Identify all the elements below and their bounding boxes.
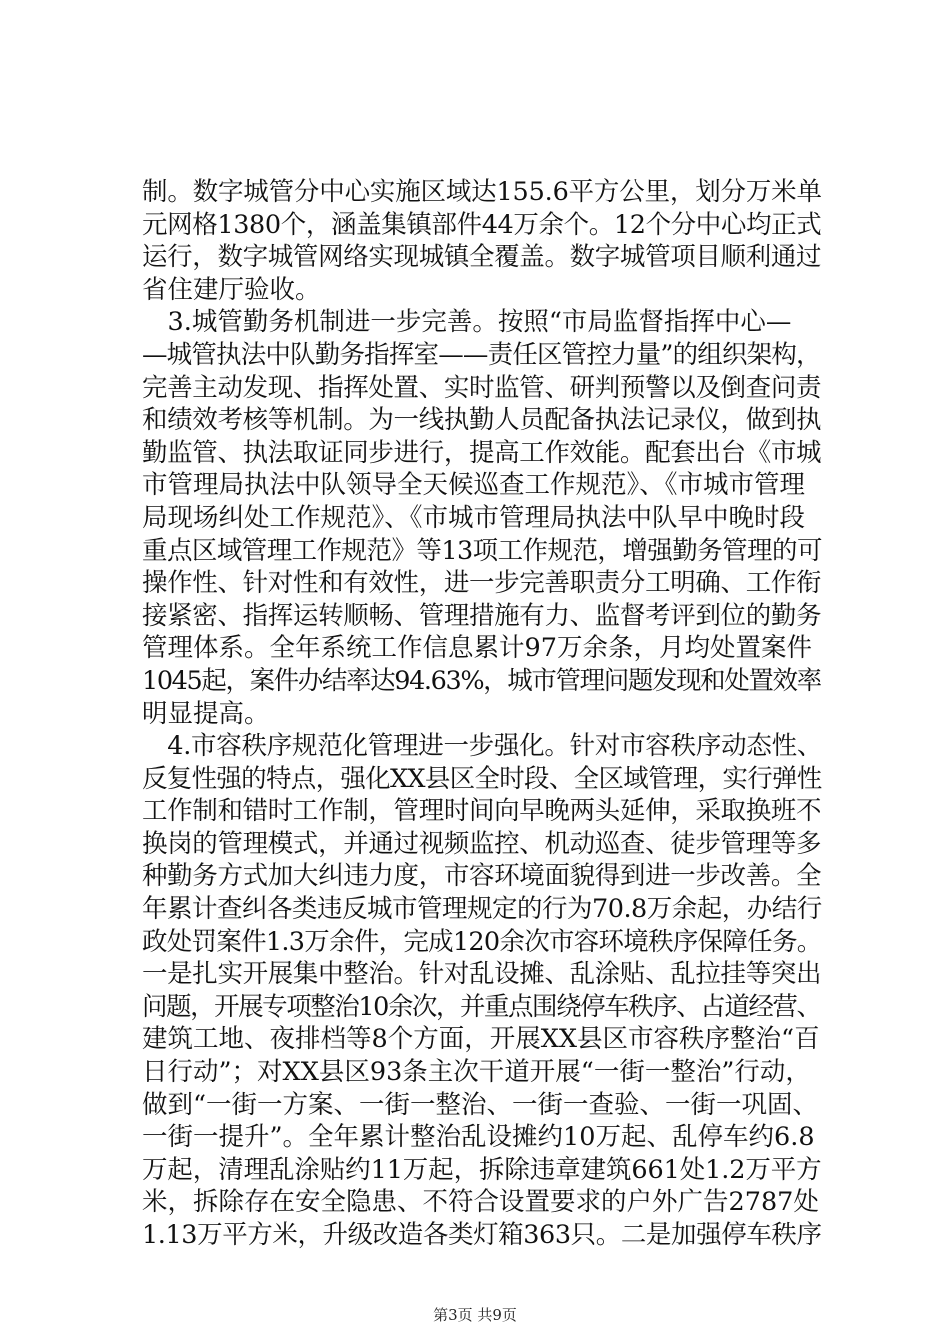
body-text (142, 176, 822, 1252)
text-line: 问题，开展专项整治10余次，并重点围绕停车秩序、占道经营、 (142, 991, 821, 1022)
text-line: 4.市容秩序规范化管理进一步强化。针对市容秩序动态性、 (142, 731, 823, 762)
text-line: 勤监管、执法取证同步进行，提高工作效能。配套出台《市城 (142, 437, 822, 468)
text-line: —城管执法中队勤务指挥室——责任区管控力量”的组织架构， (142, 339, 821, 370)
text-line: 管理体系。全年系统工作信息累计97万余条，月均处置案件 (142, 633, 812, 664)
text-line: 政处罚案件1.3万余件，完成120余次市容环境秩序保障任务。 (142, 926, 822, 957)
text-line: 换岗的管理模式，并通过视频监控、机动巡查、徒步管理等多 (142, 828, 822, 859)
text-line: 重点区域管理工作规范》等13项工作规范，增强勤务管理的可 (142, 535, 822, 566)
text-line: 建筑工地、夜排档等8个方面，开展XX县区市容秩序整治“百 (142, 1024, 820, 1055)
text-line: 接紧密、指挥运转顺畅、管理措施有力、监督考评到位的勤务 (142, 600, 822, 631)
text-line: 3.城管勤务机制进一步完善。按照“市局监督指挥中心— (142, 307, 792, 338)
text-line: 局现场纠处工作规范》、《市城市管理局执法中队早中晚时段 (142, 502, 806, 533)
text-line: 反复性强的特点，强化XX县区全时段、全区域管理，实行弹性 (142, 763, 822, 794)
text-line: 日行动”；对XX县区93条主次干道开展“一街一整治”行动， (142, 1057, 811, 1088)
text-line: 种勤务方式加大纠违力度，市容环境面貌得到进一步改善。全 (142, 861, 822, 892)
text-line: 一是扎实开展集中整治。针对乱设摊、乱涂贴、乱拉挂等突出 (142, 959, 822, 990)
text-line: 和绩效考核等机制。为一线执勤人员配备执法记录仪，做到执 (142, 405, 822, 436)
text-line: 一街一提升”。全年累计整治乱设摊约10万起、乱停车约6.8 (142, 1122, 815, 1153)
text-line: 1.13万平方米，升级改造各类灯箱363只。二是加强停车秩序 (142, 1220, 822, 1250)
text-line: 市管理局执法中队领导全天候巡查工作规范》、《市城市管理 (142, 470, 806, 501)
page-footer: 第3页 共9页 (433, 1306, 517, 1324)
text-line: 制。数字城管分中心实施区域达155.6平方公里，划分万米单 (142, 177, 822, 207)
text-line: 元网格1380个，涵盖集镇部件44万余个。12个分中心均正式 (142, 209, 822, 240)
text-line: 明显提高。 (142, 698, 270, 729)
text-line: 省住建厅验收。 (142, 274, 321, 305)
text-line: 运行，数字城管网络实现城镇全覆盖。数字城管项目顺利通过 (142, 242, 822, 273)
text-line: 1045起，案件办结率达94.63%，城市管理问题发现和处置效率 (142, 665, 821, 696)
text-line: 做到“一街一方案、一街一整治、一街一查验、一街一巩固、 (142, 1089, 819, 1120)
text-line: 完善主动发现、指挥处置、实时监管、研判预警以及倒查问责 (142, 372, 822, 403)
text-line: 万起，清理乱涂贴约11万起，拆除违章建筑661处1.2万平方 (142, 1154, 822, 1185)
text-line: 米，拆除存在安全隐患、不符合设置要求的户外广告2787处 (142, 1187, 819, 1218)
text-line: 工作制和错时工作制，管理时间向早晚两头延伸，采取换班不 (142, 796, 822, 827)
text-line: 年累计查纠各类违反城市管理规定的行为70.8万余起，办结行 (142, 894, 822, 925)
text-line: 操作性、针对性和有效性，进一步完善职责分工明确、工作衔 (142, 568, 822, 599)
